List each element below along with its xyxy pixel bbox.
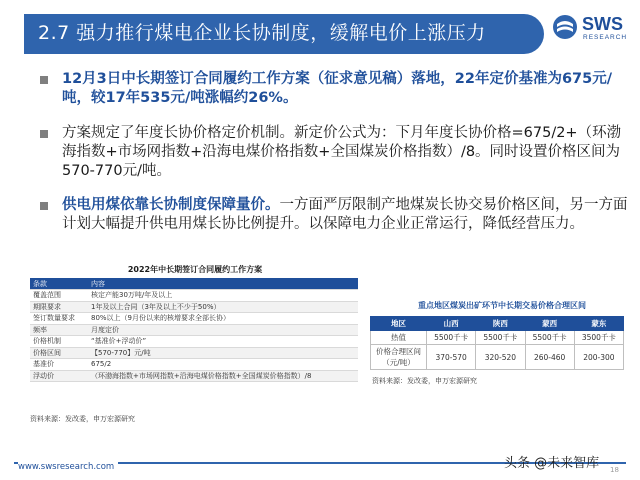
header-cell: 陕西 (476, 317, 525, 331)
bullet-text: 12月3日中长期签订合同履约工作方案（征求意见稿）落地，22年定价基准为675元/吨，较17年535元/吨涨幅约26%。 (62, 71, 613, 106)
table-cell: 370-570 (427, 345, 476, 370)
bullet-item (40, 196, 630, 258)
regional-price-panel (370, 300, 634, 390)
header-cell: 地区 (371, 317, 427, 331)
table-row (30, 347, 358, 359)
row-key: 浮动价 (30, 370, 88, 382)
row-key: 频率 (30, 324, 88, 336)
page-number: 18 (610, 466, 619, 474)
table-source-note: 资料来源：发改委，申万宏源研究 (372, 377, 477, 385)
table-title: 重点地区煤炭出矿环节中长期交易价格合理区间 (418, 301, 586, 310)
table-row (371, 345, 624, 370)
row-key: 签订数量要求 (30, 313, 88, 325)
row-key: 价格机制 (30, 336, 88, 348)
bullet-text (62, 196, 630, 234)
table-cell: 5500千卡 (476, 331, 525, 345)
table-cell: 320-520 (476, 345, 525, 370)
table-row (30, 324, 358, 336)
table-row (30, 359, 358, 371)
contract-scheme-panel (30, 264, 360, 436)
row-value: “基准价+浮动价” (88, 336, 358, 348)
row-value: 1年及以上合同（3年及以上不少于50%） (88, 301, 358, 313)
header-cell: 山西 (427, 317, 476, 331)
table-row (30, 336, 358, 348)
square-bullet-icon (40, 76, 48, 84)
row-value: 核定产能30万吨/年及以上 (88, 290, 358, 302)
table-cell: 5500千卡 (427, 331, 476, 345)
square-bullet-icon (40, 202, 48, 210)
slide-header (0, 0, 640, 62)
table-row (30, 290, 358, 302)
footer-url-link[interactable]: www.swsresearch.com (18, 462, 118, 472)
header-cell: 蒙西 (525, 317, 574, 331)
bullet-rest: 一方面严厉限制产地煤炭长协交易价格区间，另一方面计划大幅提升供电用煤长协比例提升。以保障电力企业正常运行，降低经营压力。 (62, 197, 628, 232)
square-bullet-icon (40, 130, 48, 138)
sws-logo-icon (552, 14, 578, 40)
slide-title: 2.7 强力推行煤电企业长协制度，缓解电价上涨压力 (38, 22, 486, 44)
logo-subtitle: RESEARCH (583, 34, 628, 41)
row-key: 覆盖范围 (30, 290, 88, 302)
bullet-item (40, 124, 630, 186)
table-header-row (371, 317, 624, 331)
sws-logo (552, 12, 632, 46)
bullet-text: 方案规定了年度长协价格定价机制。新定价公式为：下月年度长协价格=675/2+（环渤海指数+市场网指数+沿海电煤价格指数+全国煤炭价格指数）/8。同时设置价格区间为570-770元/吨。 (62, 125, 622, 179)
table-cell: 260-460 (525, 345, 574, 370)
header-cell: 条款 (30, 278, 88, 290)
table-source-note: 资料来源：发改委，申万宏源研究 (30, 415, 135, 423)
row-value: 80%以上（9月份以来的核增要求全部长协） (88, 313, 358, 325)
row-value: （环渤海指数+市场网指数+沿海电煤价格指数+全国煤炭价格指数）/8 (88, 370, 358, 382)
table-header-row (30, 278, 358, 290)
table-row (371, 331, 624, 345)
header-cell: 蒙东 (574, 317, 623, 331)
table-row (30, 313, 358, 325)
table-row (30, 370, 358, 382)
row-value: 675/2 (88, 359, 358, 371)
row-key: 基准价 (30, 359, 88, 371)
table-cell: 200-300 (574, 345, 623, 370)
table-row (30, 301, 358, 313)
row-key: 热值 (371, 331, 427, 345)
table-title: 2022年中长期签订合同履约工作方案 (127, 265, 263, 274)
bullet-lead: 供电用煤依靠长协制度保障量价。 (62, 197, 280, 213)
row-key: 价格合理区间（元/吨） (371, 345, 427, 370)
row-value: 【570-770】元/吨 (88, 347, 358, 359)
row-key: 价格区间 (30, 347, 88, 359)
logo-name: SWS (582, 14, 624, 34)
contract-scheme-table (30, 278, 358, 382)
header-cell: 内容 (88, 278, 358, 290)
regional-price-table (370, 316, 624, 370)
watermark-text: 头条 @未来智库 (504, 456, 600, 471)
table-cell: 5500千卡 (525, 331, 574, 345)
row-value: 月度定价 (88, 324, 358, 336)
table-cell: 3500千卡 (574, 331, 623, 345)
row-key: 期限要求 (30, 301, 88, 313)
bullet-item (40, 70, 630, 112)
